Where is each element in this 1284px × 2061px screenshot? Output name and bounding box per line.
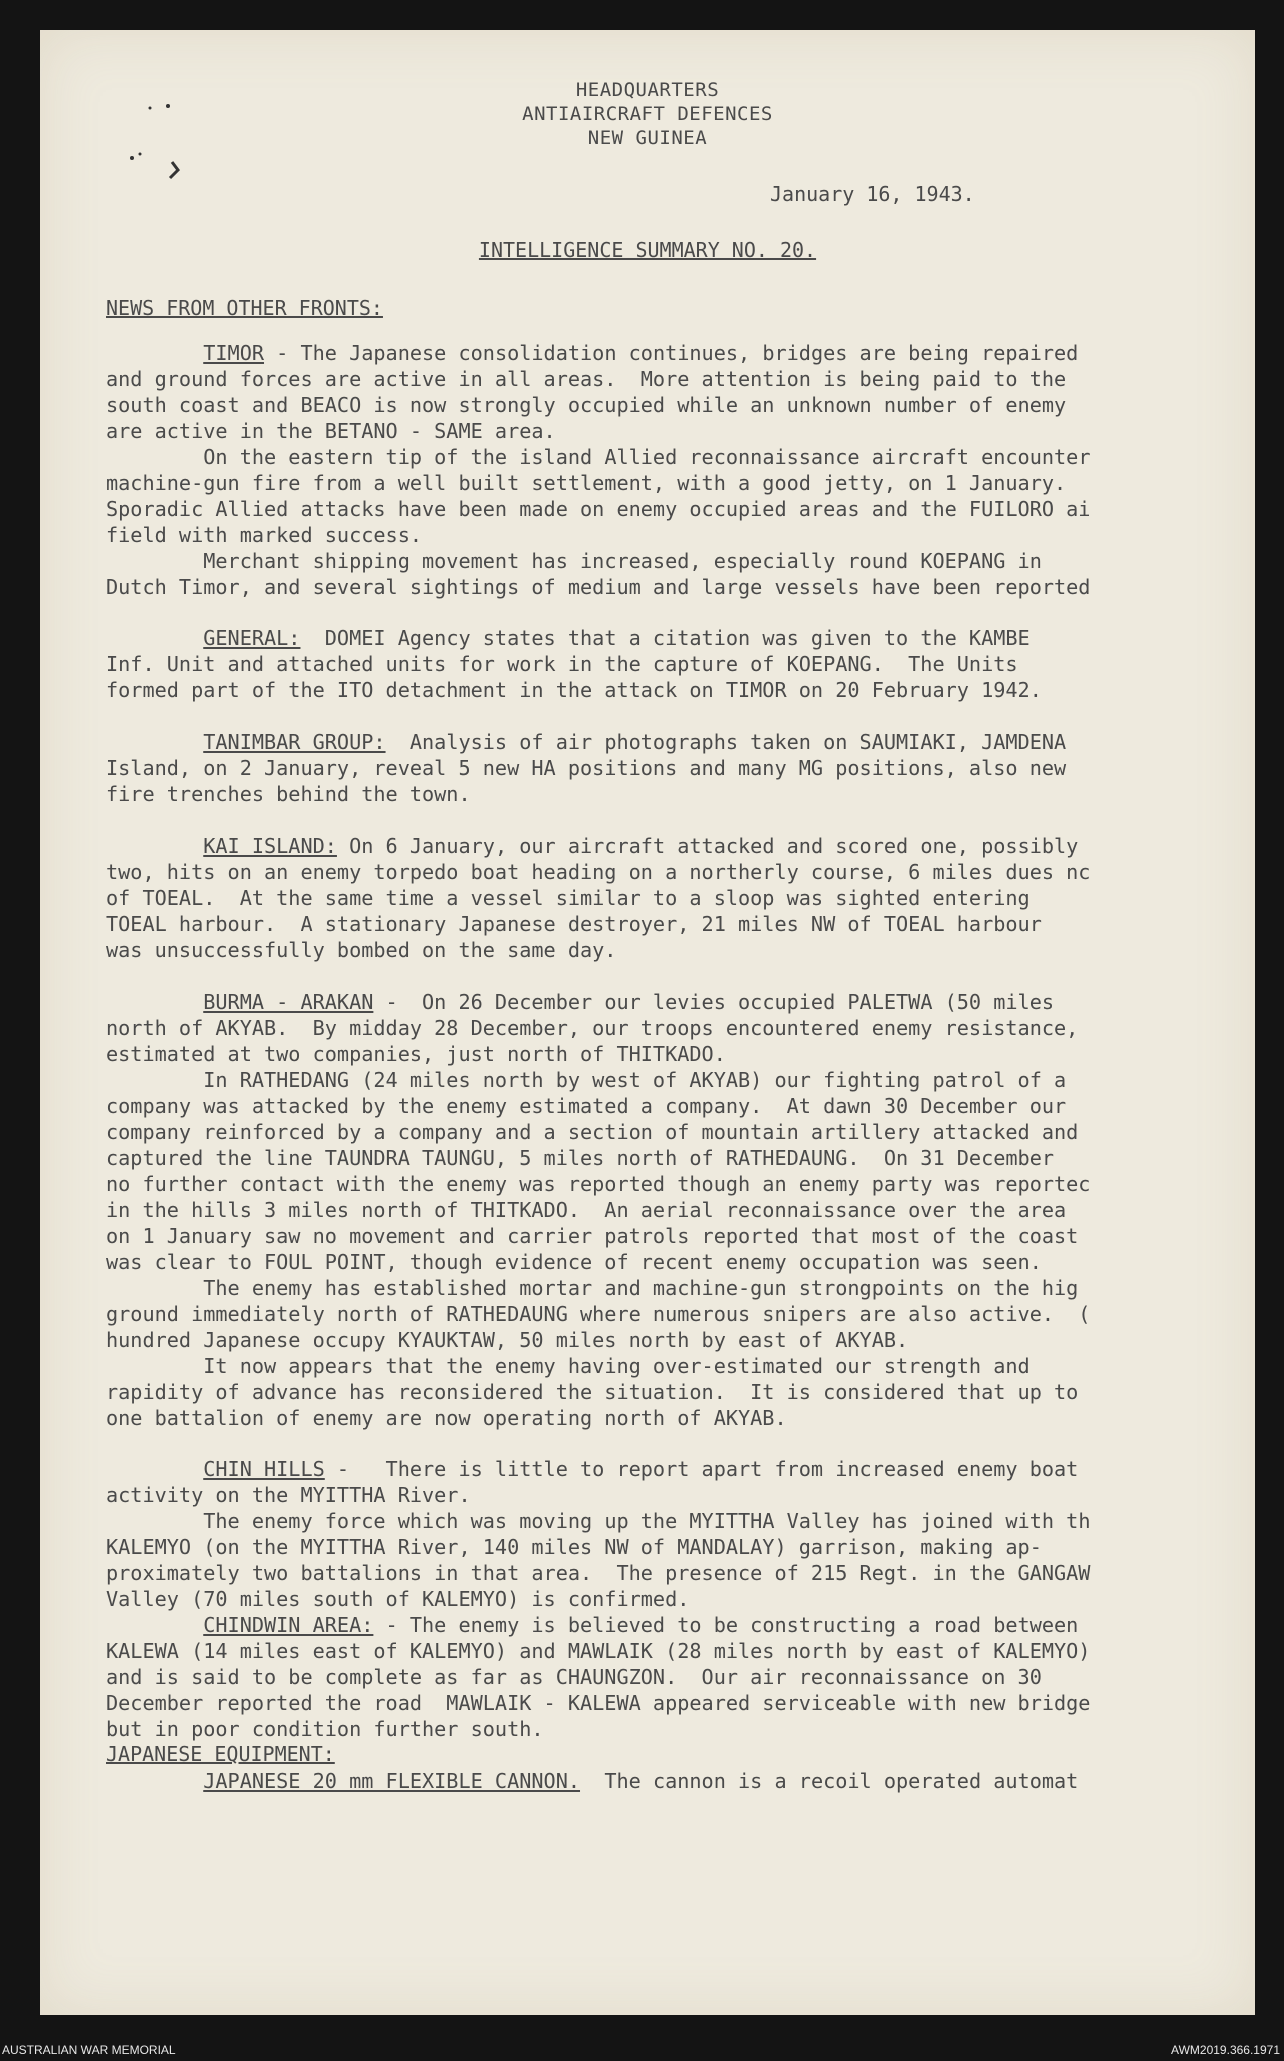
section-chindwin — [106, 1612, 1146, 1742]
timor-paragraph-2: On the eastern tip of the island Allied reconnaissance aircraft encounter machine-gun fire from a well built settlement, with a good jetty, on 1 January. Sporadic Allied attacks have been made on enemy occupied areas and the FUILORO ai field with marked success. — [106, 445, 1091, 547]
chin-hills-paragraph-2: The enemy force which was moving up the MYITTHA Valley has joined with th KALEMYO (on the MYITTHA River, 140 miles NW of MANDALAY) garrison, making ap- proximately two battalions in that area. The presence of 215 Regt. in the GANGAW Valley (70 miles south of KALEMYO) is confirmed. — [106, 1509, 1091, 1611]
section-tanimbar — [106, 729, 1146, 807]
section-head-kai-island: KAI ISLAND: — [203, 834, 337, 858]
chin-hills-paragraph-1: - There is little to report apart from increased enemy boat activity on the MYITTHA River. — [106, 1457, 1079, 1507]
tanimbar-paragraph-1: Analysis of air photographs taken on SAUMIAKI, JAMDENA Island, on 2 January, reveal 5 new HA positions and many MG positions, also new fire trenches behind the town. — [106, 730, 1067, 806]
footer-credit: AUSTRALIAN WAR MEMORIAL — [2, 2043, 176, 2057]
section-burma-arakan — [106, 989, 1146, 1431]
section-general — [106, 625, 1146, 703]
news-heading: NEWS FROM OTHER FRONTS: — [106, 296, 383, 320]
burma-paragraph-4: It now appears that the enemy having over-estimated our strength and rapidity of advance has reconsidered the situation. It is considered that up to one battalion of enemy are now operating north of AKYAB. — [106, 1354, 1079, 1430]
document-title: INTELLIGENCE SUMMARY NO. 20. — [478, 238, 817, 262]
burma-paragraph-2: In RATHEDANG (24 miles north by west of AKYAB) our fighting patrol of a company was attacked by the enemy estimated a company. At dawn 30 December our company reinforced by a company and a section of mountain artillery attacked and captured the line TAUNDRA TAUNGU, 5 miles north of RATHEDAUNG. On 31 December no further contact with the enemy was reported though an enemy party was reportec in the hills 3 miles north of THITKADO. An aerial reconnaissance over the area on 1 January saw no movement and carrier patrols reported that most of the coast was clear to FOUL POINT, though evidence of recent enemy occupation was seen. — [106, 1068, 1091, 1274]
letterhead — [40, 78, 1255, 150]
section-head-timor: TIMOR — [203, 341, 265, 365]
letterhead-line-3: NEW GUINEA — [587, 127, 708, 149]
equipment-text: The cannon is a recoil operated automat — [580, 1769, 1079, 1793]
burma-paragraph-1: - On 26 December our levies occupied PALETWA (50 miles north of AKYAB. By midday 28 December, our troops encountered enemy resistance, estimated at two companies, just north of THITKADO. — [106, 990, 1079, 1066]
letterhead-line-2: ANTIAIRCRAFT DEFENCES — [522, 103, 773, 125]
equipment-heading: JAPANESE EQUIPMENT: — [106, 1742, 335, 1766]
section-kai-island — [106, 833, 1146, 963]
kai-island-paragraph-1: On 6 January, our aircraft attacked and scored one, possibly two, hits on an enemy torpedo boat heading on a northerly course, 6 miles dues nc of TOEAL. At the same time a vessel similar to a sloop was sighted entering TOEAL harbour. A stationary Japanese destroyer, 21 miles NW of TOEAL harbour was unsuccessfully bombed on the same day. — [106, 834, 1091, 962]
equipment-head: JAPANESE 20 mm FLEXIBLE CANNON. — [203, 1769, 581, 1793]
letterhead-line-1: HEADQUARTERS — [575, 79, 720, 101]
section-head-chin-hills: CHIN HILLS — [203, 1457, 325, 1481]
chindwin-paragraph-1: - The enemy is believed to be constructing a road between KALEWA (14 miles east of KALEMYO) and MAWLAIK (28 miles north by east of KALEMYO) and is said to be complete as far as CHAUNGZON. Our air reconnaissance on 30 December reported the road MAWLAIK - KALEWA appeared serviceable with new bridge but in poor condition further south. — [106, 1613, 1091, 1741]
section-head-tanimbar: TANIMBAR GROUP: — [203, 730, 386, 754]
burma-paragraph-3: The enemy has established mortar and machine-gun strongpoints on the hig ground immediately north of RATHEDAUNG where numerous snipers are also active. ( hundred Japanese occupy KYAUKTAW, 50 miles north by east of AKYAB. — [106, 1276, 1091, 1352]
section-head-chindwin: CHINDWIN AREA: — [203, 1613, 374, 1637]
section-head-general: GENERAL: — [203, 626, 301, 650]
timor-paragraph-1: - The Japanese consolidation continues, bridges are being repaired and ground forces are active in all areas. More attention is being paid to the south coast and BEACO is now strongly occupied while an unknown number of enemy are active in the BETANO - SAME area. — [106, 341, 1079, 443]
document-page — [40, 30, 1255, 2015]
timor-paragraph-3: Merchant shipping movement has increased, especially round KOEPANG in Dutch Timor, and several sightings of medium and large vessels have been reported — [106, 549, 1091, 599]
section-head-burma-arakan: BURMA - ARAKAN — [203, 990, 374, 1014]
footer-accession-number: AWM2019.366.1971 — [1171, 2043, 1280, 2057]
general-paragraph-1: DOMEI Agency states that a citation was given to the KAMBE Inf. Unit and attached units for work in the capture of KOEPANG. The Units formed part of the ITO detachment in the attack on TIMOR on 20 February 1942. — [106, 626, 1042, 702]
section-chin-hills — [106, 1456, 1146, 1612]
section-timor — [106, 340, 1146, 600]
document-date: January 16, 1943. — [770, 182, 975, 206]
section-equipment — [106, 1768, 1146, 1794]
